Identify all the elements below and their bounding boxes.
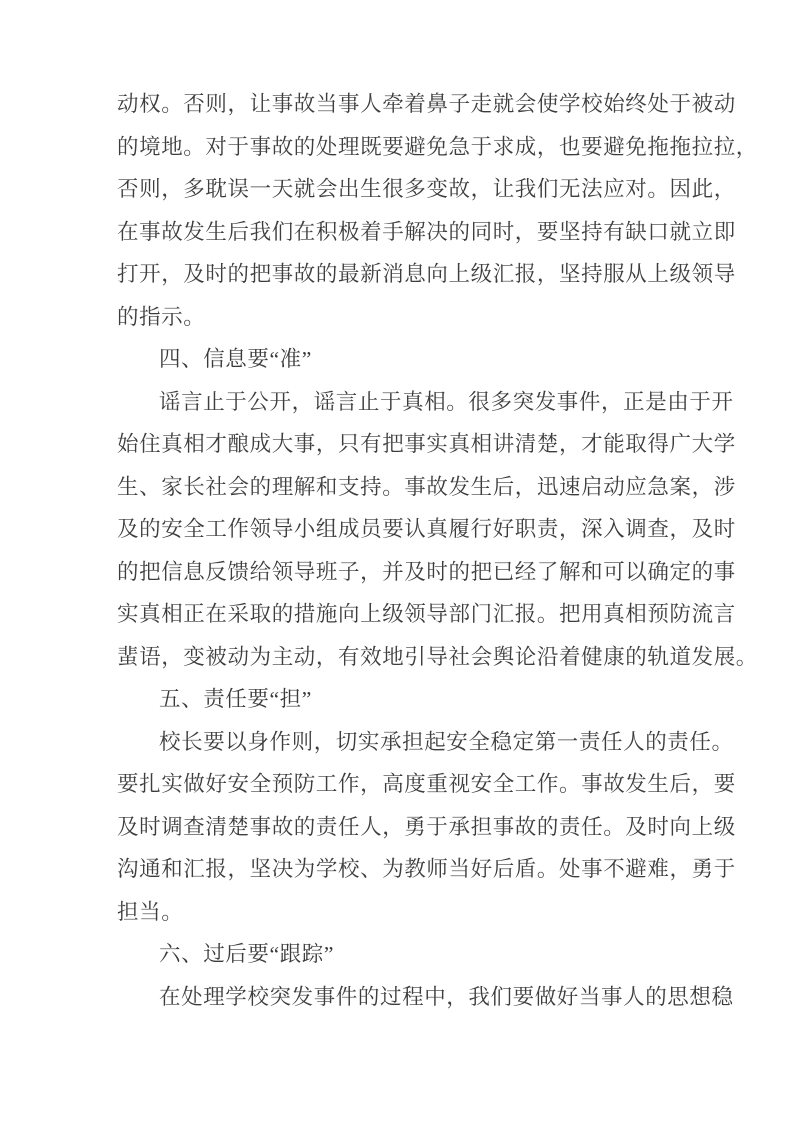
section-heading: 六、过后要“跟踪” <box>159 942 334 966</box>
text-line: 及时调查清楚事故的责任人，勇于承担事故的责任。及时向上级 <box>117 814 736 839</box>
text-line: 谣言止于公开，谣言止于真相。很多突发事件，正是由于开 <box>159 389 734 414</box>
text-line: 蜚语，变被动为主动，有效地引导社会舆论沿着健康的轨道发展。 <box>117 644 758 669</box>
text-line: 担当。 <box>117 899 184 924</box>
text-line: 要扎实做好安全预防工作，高度重视安全工作。事故发生后，要 <box>117 772 736 796</box>
text-line: 在处理学校突发事件的过程中，我们要做好当事人的思想稳 <box>159 984 734 1009</box>
text-line: 始住真相才酿成大事，只有把事实真相讲清楚，才能取得广大学 <box>117 432 736 456</box>
text-line: 校长要以身作则，切实承担起安全稳定第一责任人的责任。 <box>159 729 734 754</box>
text-line: 的境地。对于事故的处理既要避免急于求成，也要避免拖拖拉拉， <box>117 134 758 159</box>
section-heading: 四、信息要“准” <box>159 347 312 371</box>
text-line: 生、家长社会的理解和支持。事故发生后，迅速启动应急案，涉 <box>117 474 736 499</box>
text-line: 的指示。 <box>117 304 206 329</box>
text-line: 沟通和汇报，坚决为学校、为教师当好后盾。处事不避难，勇于 <box>117 857 736 881</box>
text-line: 在事故发生后我们在积极着手解决的同时，要坚持有缺口就立即 <box>117 219 736 244</box>
text-line: 实真相正在采取的措施向上级领导部门汇报。把用真相预防流言 <box>117 602 736 626</box>
document-text-block <box>117 83 758 1018</box>
text-line: 否则，多耽误一天就会出生很多变故，让我们无法应对。因此， <box>117 177 736 201</box>
text-line: 动权。否则，让事故当事人牵着鼻子走就会使学校始终处于被动 <box>117 92 736 116</box>
text-line: 的把信息反馈给领导班子，并及时的把已经了解和可以确定的事 <box>117 559 736 584</box>
text-line: 及的安全工作领导小组成员要认真履行好职责，深入调查，及时 <box>117 517 736 541</box>
section-heading: 五、责任要“担” <box>159 687 312 711</box>
text-line: 打开，及时的把事故的最新消息向上级汇报，坚持服从上级领导 <box>117 262 736 286</box>
